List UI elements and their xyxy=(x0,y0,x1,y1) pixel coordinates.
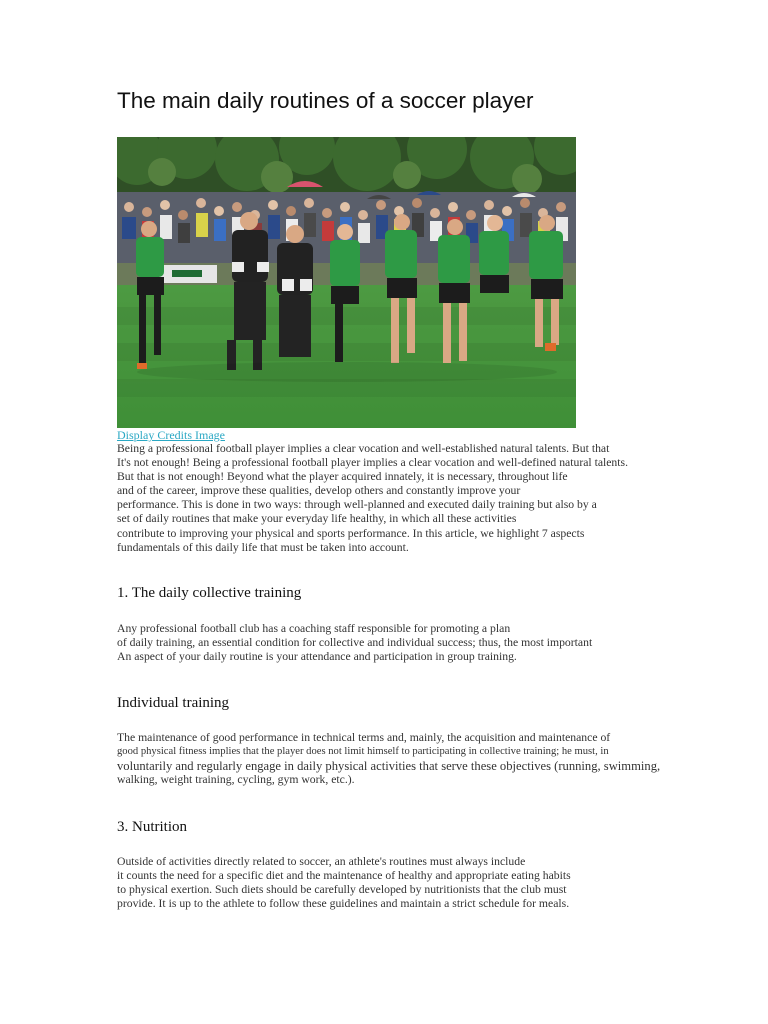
paragraph-line: The maintenance of good performance in technical terms and, mainly, the acquisition and maintenance of xyxy=(117,731,611,744)
paragraph-line: walking, weight training, cycling, gym work, etc.). xyxy=(117,773,355,787)
paragraph-line: provide. It is up to the athlete to follow these guidelines and maintain a strict schedule for meals. xyxy=(117,897,570,911)
paragraph-line: good physical fitness implies that the player does not limit himself to participating in collective training; he must, in xyxy=(117,746,609,758)
paragraph-line: to physical exertion. Such diets should be carefully developed by nutritionists that the club must xyxy=(117,883,567,897)
intro-line: performance. This is done in two ways: through well-planned and executed daily training but also by a xyxy=(117,498,597,512)
section-paragraph xyxy=(117,622,592,664)
intro-line: Being a professional football player implies a clear vocation and well-established natural talents. But that xyxy=(117,442,610,455)
paragraph-line: An aspect of your daily routine is your attendance and participation in group training. xyxy=(117,650,517,664)
intro-line: But that is not enough! Beyond what the player acquired innately, it is necessary, throughout life xyxy=(117,470,568,484)
section-heading: Individual training xyxy=(117,695,230,711)
section-paragraph xyxy=(117,855,571,911)
intro-line: fundamentals of this daily life that must be taken into account. xyxy=(117,540,409,554)
paragraph-line: Any professional football club has a coaching staff responsible for promoting a plan xyxy=(117,622,511,635)
section-heading: 1. The daily collective training xyxy=(117,585,302,601)
paragraph-line: it counts the need for a specific diet and the maintenance of healthy and appropriate eating habits xyxy=(117,869,571,883)
paragraph-line: Outside of activities directly related to soccer, an athlete's routines must always include xyxy=(117,855,526,868)
intro-line: contribute to improving your physical and sports performance. In this article, we highlight 7 aspects xyxy=(117,526,585,540)
intro-paragraph xyxy=(117,442,628,555)
intro-line: It's not enough! Being a professional football player implies a clear vocation and well-defined natural talents. xyxy=(117,456,628,470)
article-photo xyxy=(117,137,576,428)
article-title: The main daily routines of a soccer player xyxy=(117,88,534,113)
paragraph-line: of daily training, an essential condition for collective and individual success; thus, the most important xyxy=(117,636,593,650)
section-heading: 3. Nutrition xyxy=(117,819,187,835)
section-paragraph xyxy=(117,731,660,787)
display-credits-link[interactable]: Display Credits Image xyxy=(117,428,225,442)
paragraph-line: voluntarily and regularly engage in daily physical activities that serve these objectives (running, swimming, xyxy=(117,759,661,774)
intro-line: set of daily routines that make your everyday life healthy, in which all these activities xyxy=(117,512,517,526)
intro-line: and of the career, improve these qualities, develop others and constantly improve your xyxy=(117,484,521,498)
